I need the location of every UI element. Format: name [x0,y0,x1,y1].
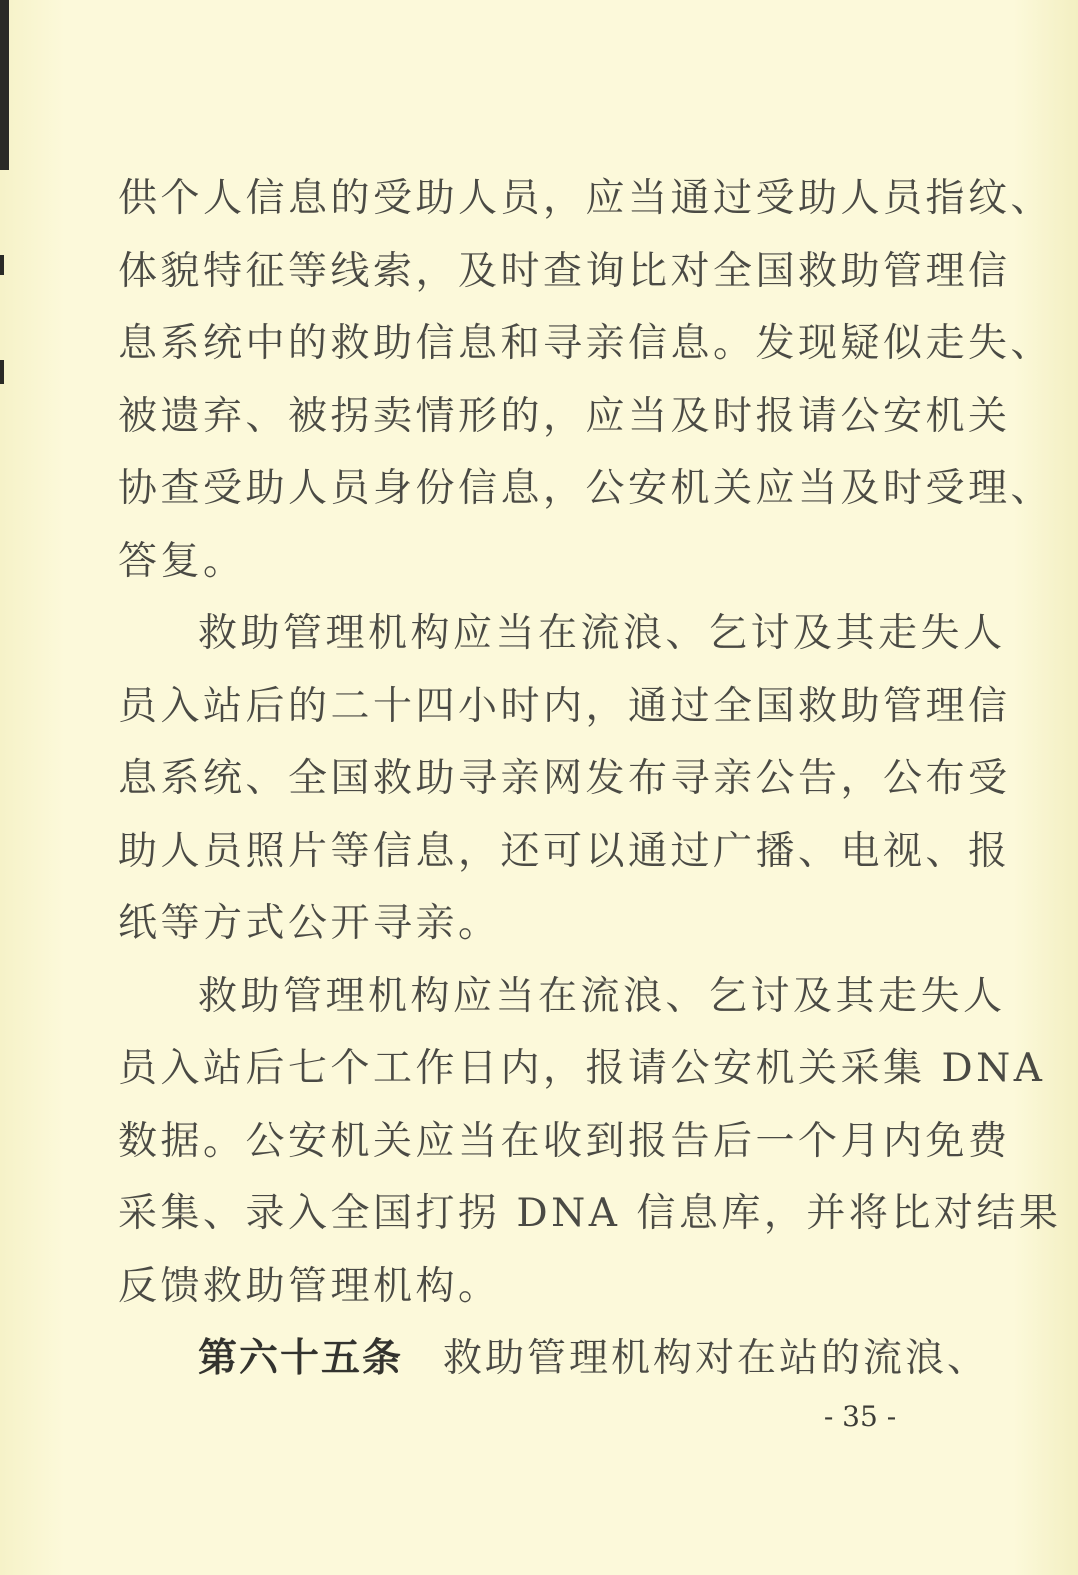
article-text: 救助管理机构对在站的流浪、 [443,1336,990,1381]
paragraph-start-line: 救助管理机构应当在流浪、乞讨及其走失人 [198,973,1006,1019]
text-line: 协查受助人员身份信息，公安机关应当及时受理、 [118,466,1054,511]
scan-edge-mark [0,0,9,170]
article-number: 第六十五条 [198,1336,404,1381]
text-line: 供个人信息的受助人员，应当通过受助人员指纹、 [118,176,1054,221]
scan-edge-mark [0,360,4,384]
text-line: 体貌特征等线索，及时查询比对全国救助管理信 [118,248,1011,294]
text-line: 答复。 [118,538,246,584]
text-line: 纸等方式公开寻亲。 [118,901,501,946]
text-line: 员入站后的二十四小时内，通过全国救助管理信 [118,683,1011,729]
body-text [118,163,1062,1396]
scan-edge-mark [0,255,4,275]
text-line: 采集、录入全国打拐 DNA 信息库，并将比对结果 [118,1191,1062,1236]
text-line: 息系统中的救助信息和寻亲信息。发现疑似走失、 [118,321,1054,366]
text-line: 助人员照片等信息，还可以通过广播、电视、报 [118,828,1011,874]
text-line: 被遗弃、被拐卖情形的，应当及时报请公安机关 [118,393,1011,439]
text-line: 息系统、全国救助寻亲网发布寻亲公告，公布受 [118,756,1011,801]
article-line [118,1323,990,1396]
text-line: 数据。公安机关应当在收到报告后一个月内免费 [118,1118,1011,1164]
paragraph-start-line: 救助管理机构应当在流浪、乞讨及其走失人 [198,611,1006,656]
text-line: 反馈救助管理机构。 [118,1263,501,1309]
page-number: - 35 - [823,1400,897,1433]
text-line: 员入站后七个工作日内，报请公安机关采集 DNA [118,1046,1046,1091]
